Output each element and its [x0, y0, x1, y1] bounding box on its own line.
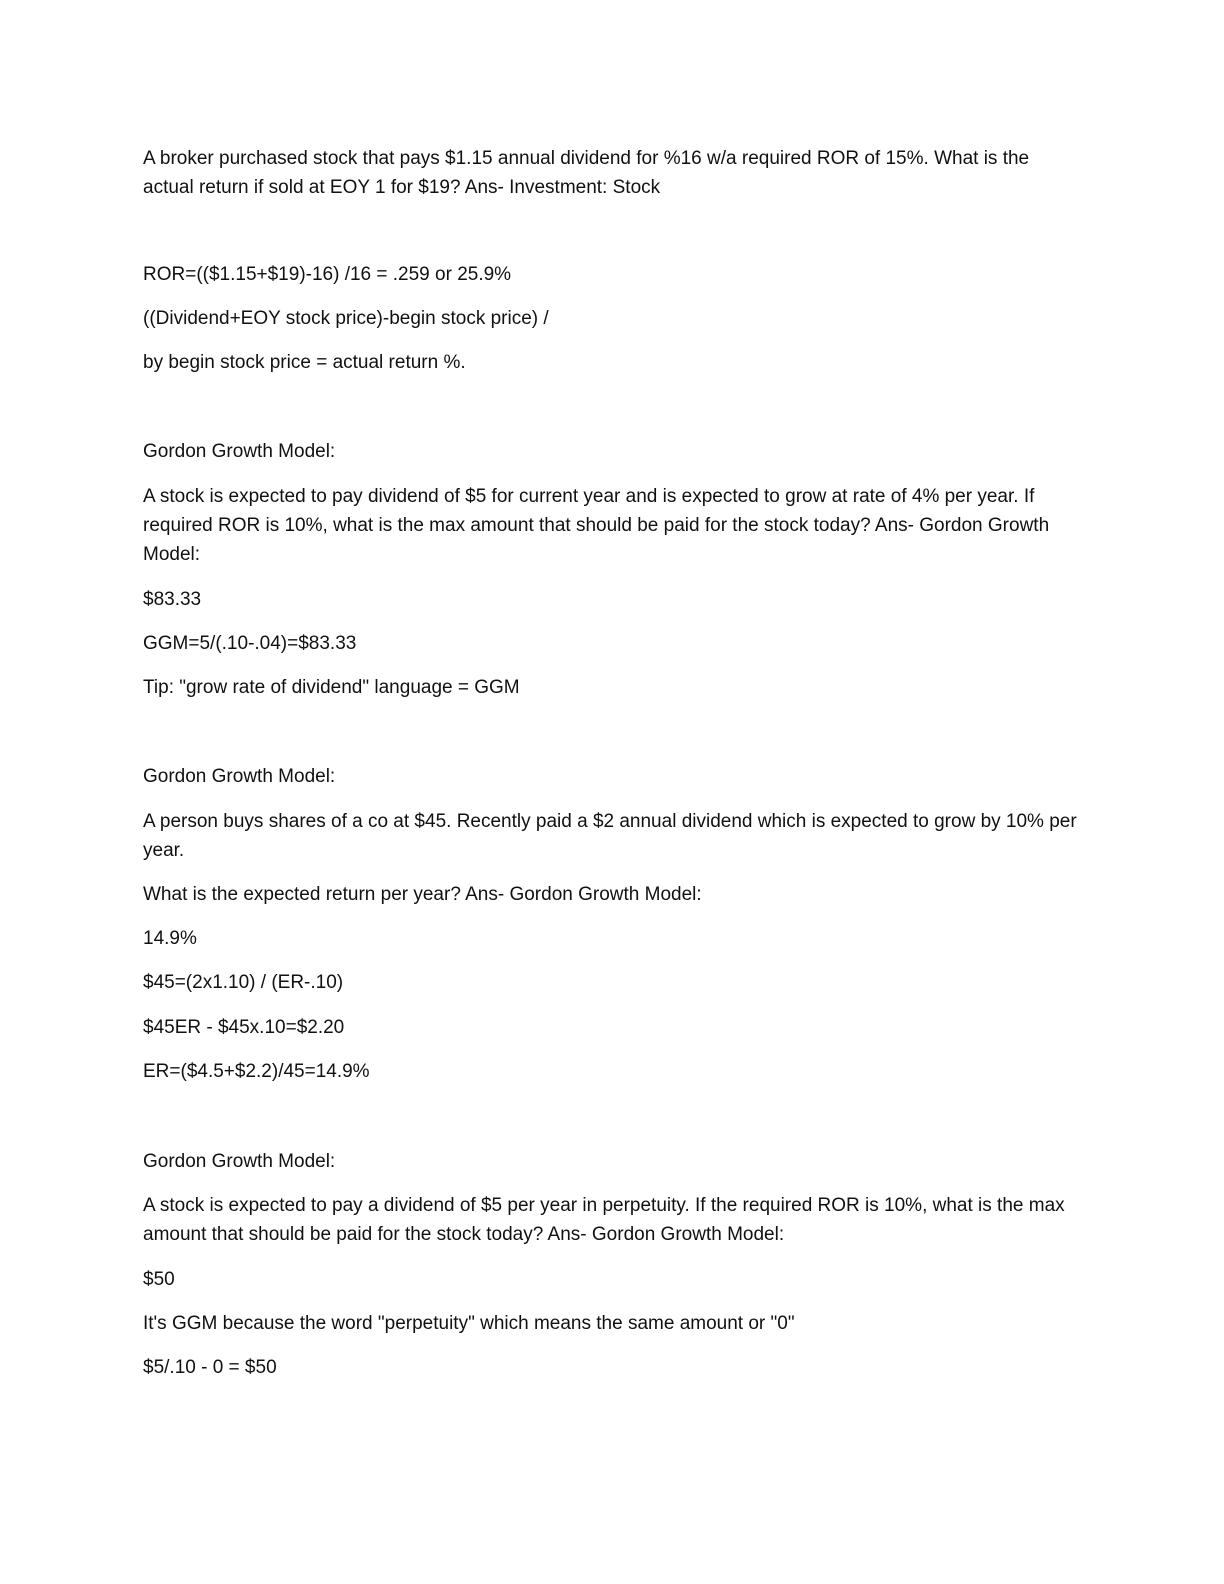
q3-question: A person buys shares of a co at $45. Recently paid a $2 annual dividend which is expected to grow by 10% per year. [143, 811, 1077, 861]
q2-heading: Gordon Growth Model: [143, 441, 336, 462]
q4-explanation: It's GGM because the word "perpetuity" which means the same amount or "0" [143, 1313, 795, 1334]
q1-explanation-line1: ((Dividend+EOY stock price)-begin stock price) / [143, 308, 549, 329]
q1-explanation-line2: by begin stock price = actual return %. [143, 352, 466, 373]
q3-step1: $45=(2x1.10) / (ER-.10) [143, 972, 344, 993]
q3-step3: ER=($4.5+$2.2)/45=14.9% [143, 1061, 370, 1082]
q2-answer: $83.33 [143, 589, 202, 610]
q4-formula: $5/.10 - 0 = $50 [143, 1357, 277, 1378]
q4-heading: Gordon Growth Model: [143, 1151, 336, 1172]
q2-tip: Tip: "grow rate of dividend" language = GGM [143, 677, 520, 698]
q3-question2: What is the expected return per year? Ans- Gordon Growth Model: [143, 884, 702, 905]
q4-answer: $50 [143, 1269, 175, 1290]
q1-question: A broker purchased stock that pays $1.15 annual dividend for %16 w/a required ROR of 15%. What is the actual return if sold at EOY 1 for $19? Ans- Investment: Stock [143, 148, 1030, 198]
q3-step2: $45ER - $45x.10=$2.20 [143, 1017, 345, 1038]
q1-formula: ROR=(($1.15+$19)-16) /16 = .259 or 25.9% [143, 264, 512, 285]
q2-question: A stock is expected to pay dividend of $5 for current year and is expected to grow at rate of 4% per year. If required ROR is 10%, what is the max amount that should be paid for the stock today? Ans- Gordon Growth Model: [143, 486, 1050, 565]
q2-formula: GGM=5/(.10-.04)=$83.33 [143, 633, 357, 654]
q3-heading: Gordon Growth Model: [143, 766, 336, 787]
q4-question: A stock is expected to pay a dividend of $5 per year in perpetuity. If the required ROR is 10%, what is the max amount that should be paid for the stock today? Ans- Gordon Growth Model: [143, 1195, 1065, 1245]
q3-answer: 14.9% [143, 928, 197, 949]
